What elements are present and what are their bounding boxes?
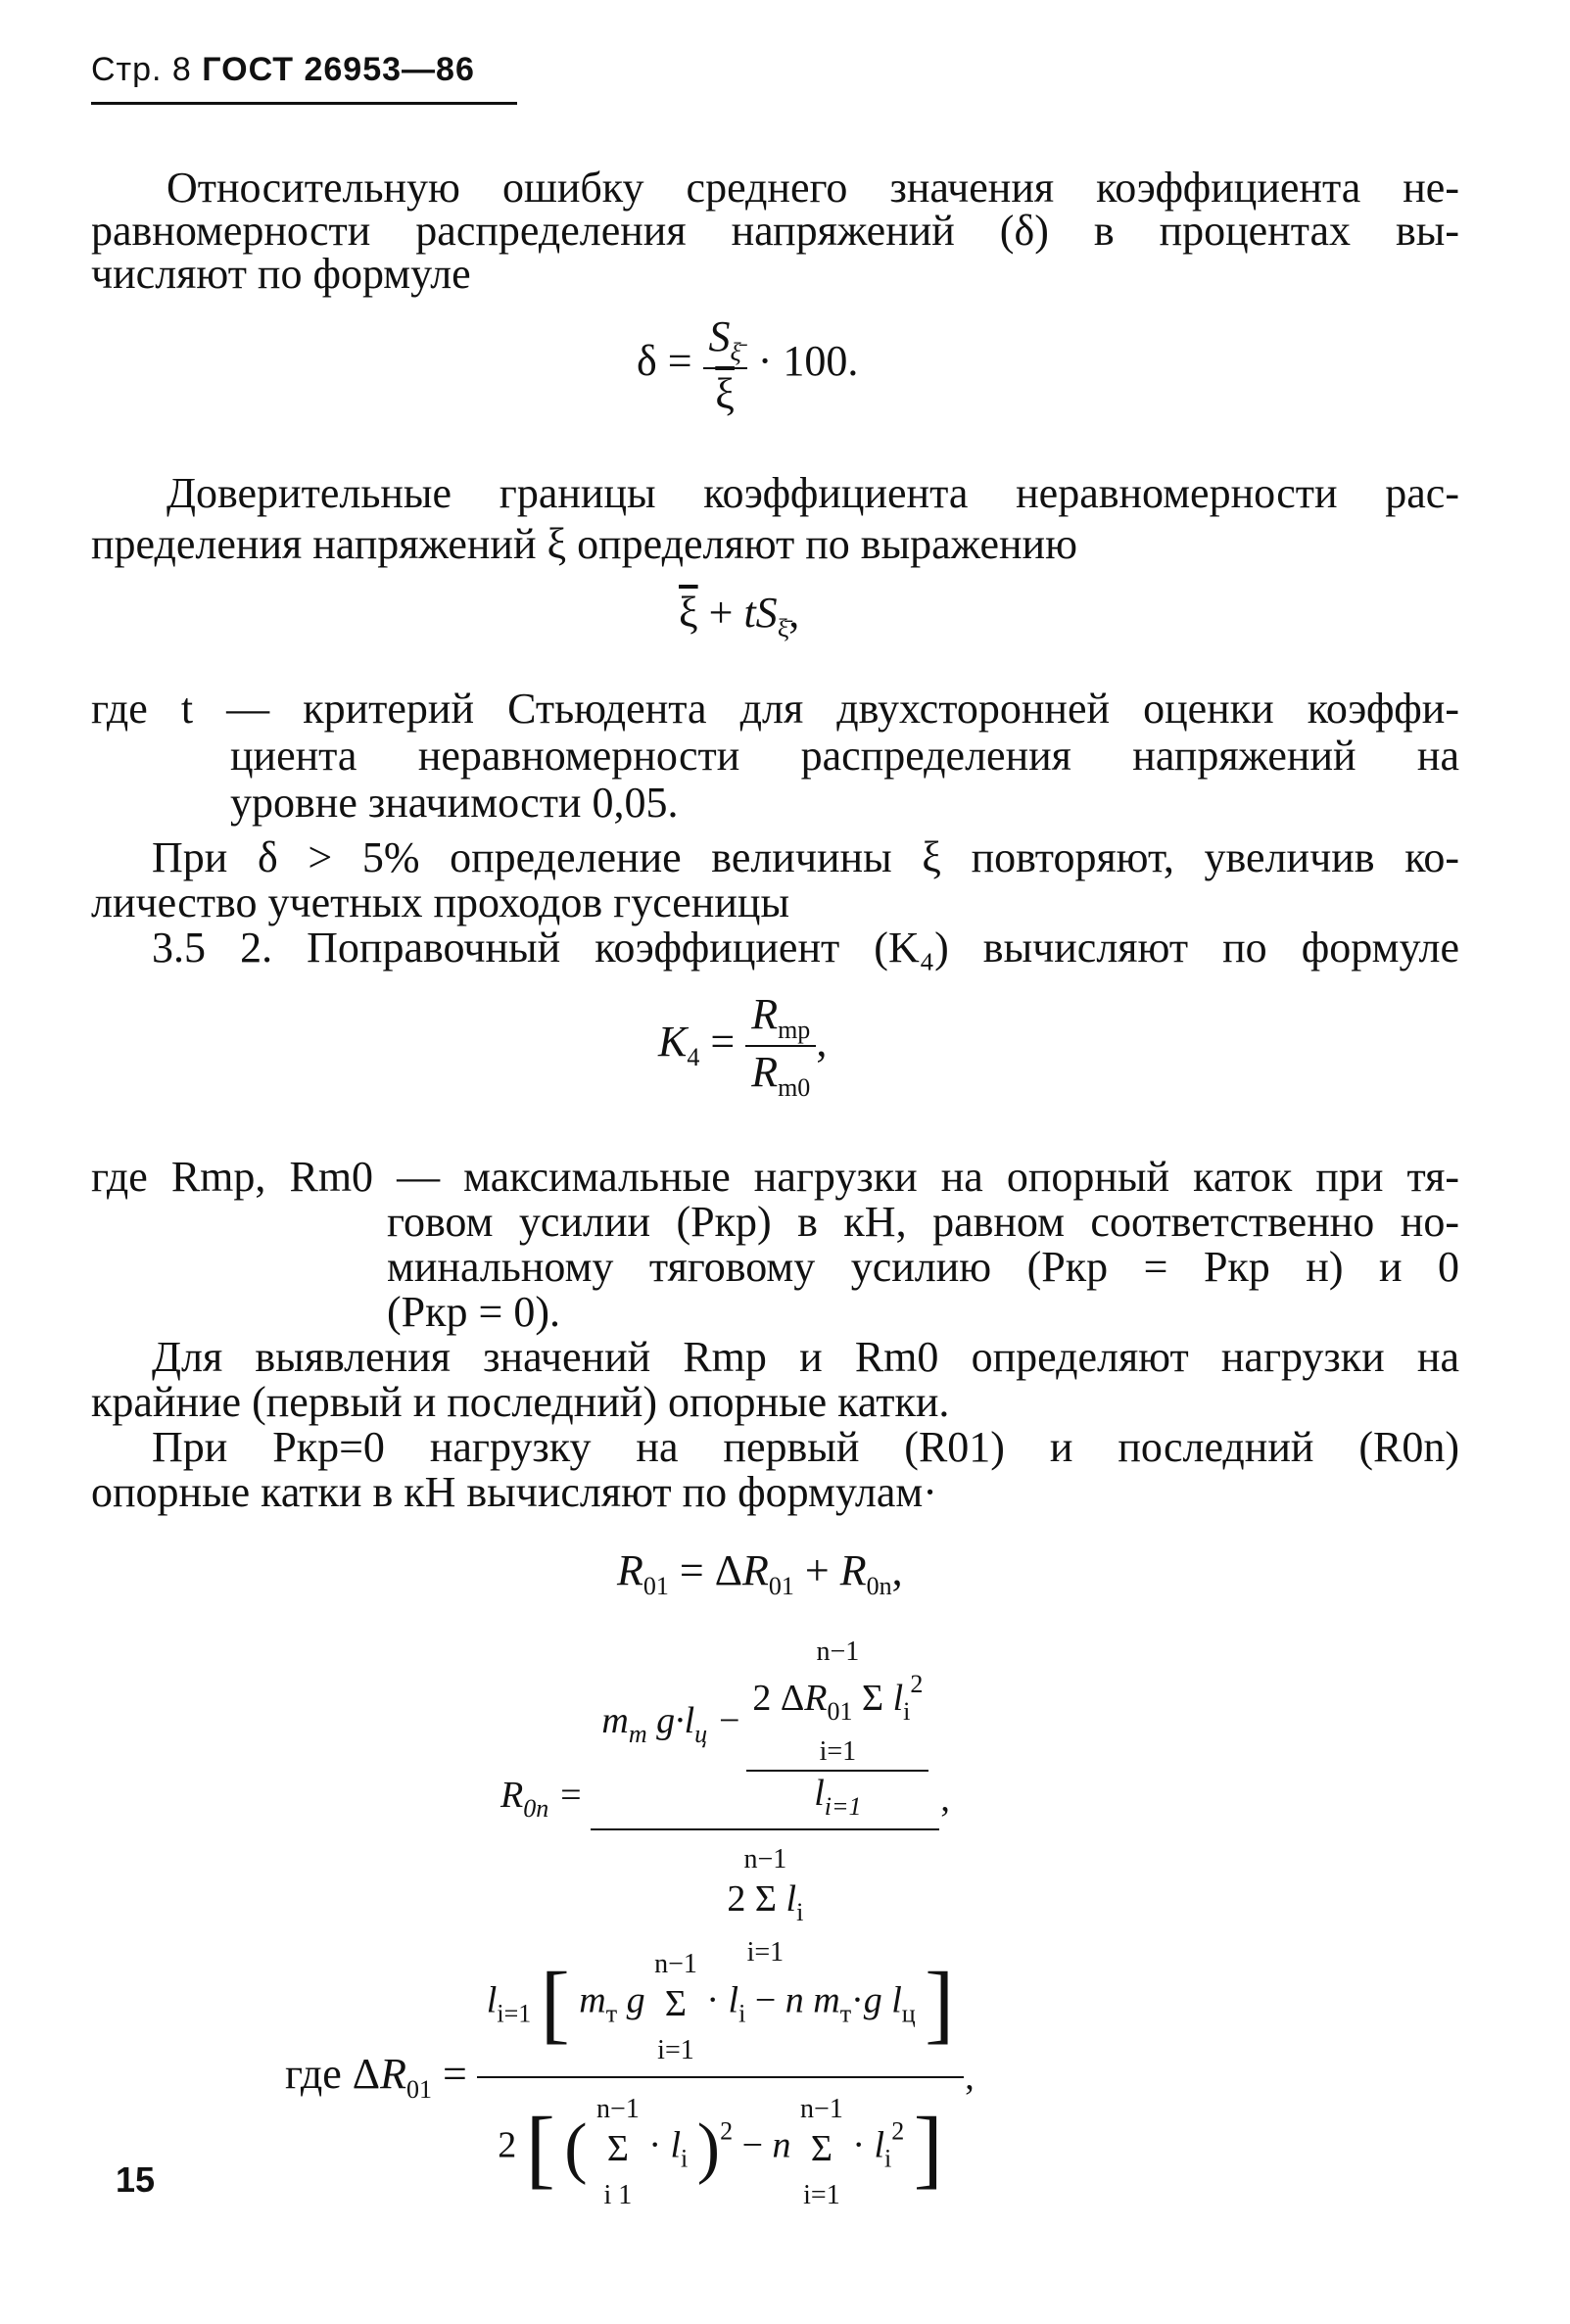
formula-delta: δ = $\frac{S_{\xī}}{\xi}$ · 100. (637, 312, 859, 418)
p4-line1: При δ > 5% определение величины ξ повторяют, увеличив ко- (152, 833, 1459, 881)
delta-fraction: $\frac{S_{\xī}}{\xi}$ (703, 311, 747, 419)
p3-line3: уровне значимости 0,05. (230, 779, 679, 827)
p7-line1: Для выявления значений Rmp и Rm0 определяют нагрузки на (152, 1333, 1459, 1381)
formula-r01: $R_{01} = \Delta R_{01} + R_{0n}$, (617, 1546, 903, 1600)
p2-line1: Доверительные границы коэффициента неравномерности рас- (167, 469, 1459, 517)
k4-fraction: $\frac{R_{mp}}{R_{m0}}$ (745, 989, 816, 1103)
formula-r0n: $R_{0n}$ = $m_т$ $g\cdot l_ц$ − n−1 2 $\Delta R_{01}$ Σ $l_i^2$ i=1 $l_{i=1}$ , n−1 2 Σ $l_i$ i=1 (500, 1626, 951, 1971)
p6-line3: минальному тяговому усилию (Pкр = Pкр н) и 0 (387, 1243, 1459, 1291)
p6-line1: где Rmp, Rm0 — максимальные нагрузки на опорный каток при тя- (91, 1153, 1459, 1201)
p6-line2: говом усилии (Pкр) в кН, равном соответственно но- (387, 1198, 1459, 1246)
p6-line4: (Pкр = 0). (387, 1288, 560, 1336)
formula-dr01: где $\Delta R_{01}$ = $l_{i=1}$ [ $m_т$ g n−1 Σ $i=1 \cdot l_i - n$ $m_т\cdot g$ $l_ц$ ] , 2 [ ( n−1 Σ i $1 \cdot l_i$ )$^2$ − n n−1 Σ $i=1 \cdot l_i^2$ ] (284, 1939, 975, 2214)
standard-number: ГОСТ 26953—86 (202, 51, 475, 88)
formula-confidence: $\overline{\xi} + tS_{\xī}$, (679, 589, 800, 642)
p1-line3: числяют по формуле (91, 250, 471, 298)
p8-line1: При Pкр=0 нагрузку на первый (R01) и последний (R0n) (152, 1423, 1459, 1471)
p3-line2: циента неравномерности распределения напряжений на (230, 732, 1459, 780)
p5-line1: 3.5 2. Поправочный коэффициент (K₄) вычисляют по формуле (152, 924, 1459, 972)
p1-line1: Относительную ошибку среднего значения коэффициента не- (167, 164, 1459, 212)
p3-line1: где t — критерий Стьюдента для двухсторонней оценки коэффи- (91, 685, 1459, 733)
formula-k4: $K_4$ = $\frac{R_{mp}}{R_{m0}}$ , (658, 990, 828, 1102)
p8-line2: опорные катки в кН вычисляют по формулам· (91, 1468, 937, 1516)
page-number: 15 (116, 2159, 156, 2200)
p7-line2: крайние (первый и последний) опорные катки. (91, 1378, 950, 1426)
p2-line2: пределения напряжений ξ определяют по выражению (91, 520, 1077, 568)
p1-line2: равномерности распределения напряжений (δ) в процентах вы- (91, 207, 1459, 255)
page-label: Стр. 8 (91, 51, 192, 88)
header-rule (91, 102, 517, 105)
p4-line2: личество учетных проходов гусеницы (91, 878, 790, 926)
page-header (91, 51, 475, 89)
